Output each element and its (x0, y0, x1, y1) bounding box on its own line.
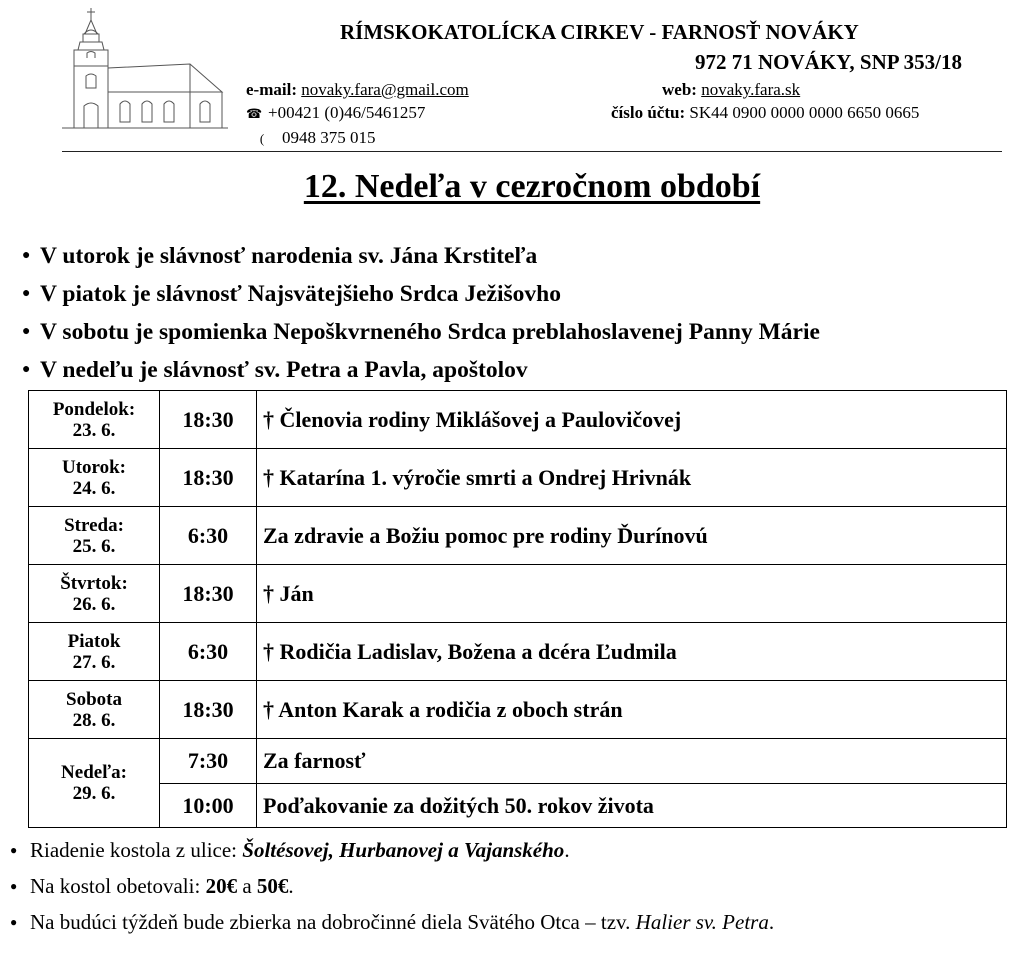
table-row (29, 784, 1007, 828)
intention-cell: † Členovia rodiny Miklášovej a Paulovičovej (257, 391, 1007, 449)
time-cell: 6:30 (160, 507, 257, 565)
account-number: SK44 0900 0000 0000 6650 0665 (689, 103, 920, 122)
intention-cell: † Rodičia Ladislav, Božena a dcéra Ľudmila (257, 623, 1007, 681)
feast-item: ● V piatok je slávnosť Najsvätejšieho Srdca Ježišovho (22, 275, 820, 313)
parish-name: RÍMSKOKATOLÍCKA CIRKEV - FARNOSŤ NOVÁKY (340, 20, 859, 44)
intention-cell: † Ján (257, 565, 1007, 623)
mass-schedule-table (28, 390, 1007, 828)
table-row (29, 507, 1007, 565)
day-cell: Streda: 25. 6. (29, 507, 160, 565)
phone-number: +00421 (0)46/5461257 (268, 103, 426, 122)
table-row (29, 565, 1007, 623)
day-cell: Utorok: 24. 6. (29, 449, 160, 507)
web-line (662, 80, 800, 100)
mobile-phone-icon: ( (259, 131, 265, 146)
table-row (29, 449, 1007, 507)
email-line (246, 80, 469, 100)
time-cell: 7:30 (160, 739, 257, 784)
notes-list (10, 832, 774, 940)
day-cell: Piatok 27. 6. (29, 623, 160, 681)
intention-cell: † Katarína 1. výročie smrti a Ondrej Hrivnák (257, 449, 1007, 507)
note-cleaning: ● Riadenie kostola z ulice: Šoltésovej, Hurbanovej a Vajanského. (10, 832, 774, 868)
day-cell: Nedeľa: 29. 6. (29, 739, 160, 828)
bullet-icon: ● (10, 915, 18, 930)
table-row (29, 391, 1007, 449)
time-cell: 10:00 (160, 784, 257, 828)
intention-cell: Za zdravie a Božiu pomoc pre rodiny Ďurínovú (257, 507, 1007, 565)
feast-item: ● V utorok je slávnosť narodenia sv. Jána Krstiteľa (22, 237, 820, 275)
time-cell: 6:30 (160, 623, 257, 681)
account-label: číslo účtu: (611, 103, 686, 122)
time-cell: 18:30 (160, 449, 257, 507)
feast-item: ● V sobotu je spomienka Nepoškvrneného Srdca preblahoslavenej Panny Márie (22, 313, 820, 351)
church-drawing (62, 6, 228, 130)
page-title: 12. Nedeľa v cezročnom období (303, 168, 761, 205)
day-cell: Sobota 28. 6. (29, 681, 160, 739)
table-row (29, 739, 1007, 784)
account-line (611, 103, 919, 123)
intention-cell: Za farnosť (257, 739, 1007, 784)
telephone-icon: ☎ (246, 106, 263, 121)
bullet-icon: ● (22, 285, 31, 301)
email-label: e-mail: (246, 80, 297, 99)
bullet-icon: ● (10, 879, 18, 894)
bullet-icon: ● (22, 323, 31, 339)
web-label: web: (662, 80, 697, 99)
bullet-icon: ● (22, 361, 31, 377)
intention-cell: Poďakovanie za dožitých 50. rokov života (257, 784, 1007, 828)
header-divider (62, 151, 1002, 152)
intention-cell: † Anton Karak a rodičia z oboch strán (257, 681, 1007, 739)
phone-line (246, 103, 425, 123)
note-next-collection: ● Na budúci týždeň bude zbierka na dobročinné diela Svätého Otca – tzv. Halier sv. Petra. (10, 904, 774, 940)
table-row (29, 681, 1007, 739)
time-cell: 18:30 (160, 681, 257, 739)
feast-list (22, 237, 820, 389)
mobile-line (254, 128, 376, 148)
bullet-icon: ● (22, 247, 31, 263)
time-cell: 18:30 (160, 391, 257, 449)
note-collection: ● Na kostol obetovali: 20€ a 50€. (10, 868, 774, 904)
mobile-number: 0948 375 015 (282, 128, 376, 147)
feast-item: ● V nedeľu je slávnosť sv. Petra a Pavla, apoštolov (22, 351, 820, 389)
email-link[interactable]: novaky.fara@gmail.com (301, 80, 469, 99)
table-row (29, 623, 1007, 681)
web-link[interactable]: novaky.fara.sk (701, 80, 801, 99)
day-cell: Štvrtok: 26. 6. (29, 565, 160, 623)
day-cell: Pondelok: 23. 6. (29, 391, 160, 449)
bullet-icon: ● (10, 843, 18, 858)
parish-address: 972 71 NOVÁKY, SNP 353/18 (694, 50, 962, 74)
time-cell: 18:30 (160, 565, 257, 623)
